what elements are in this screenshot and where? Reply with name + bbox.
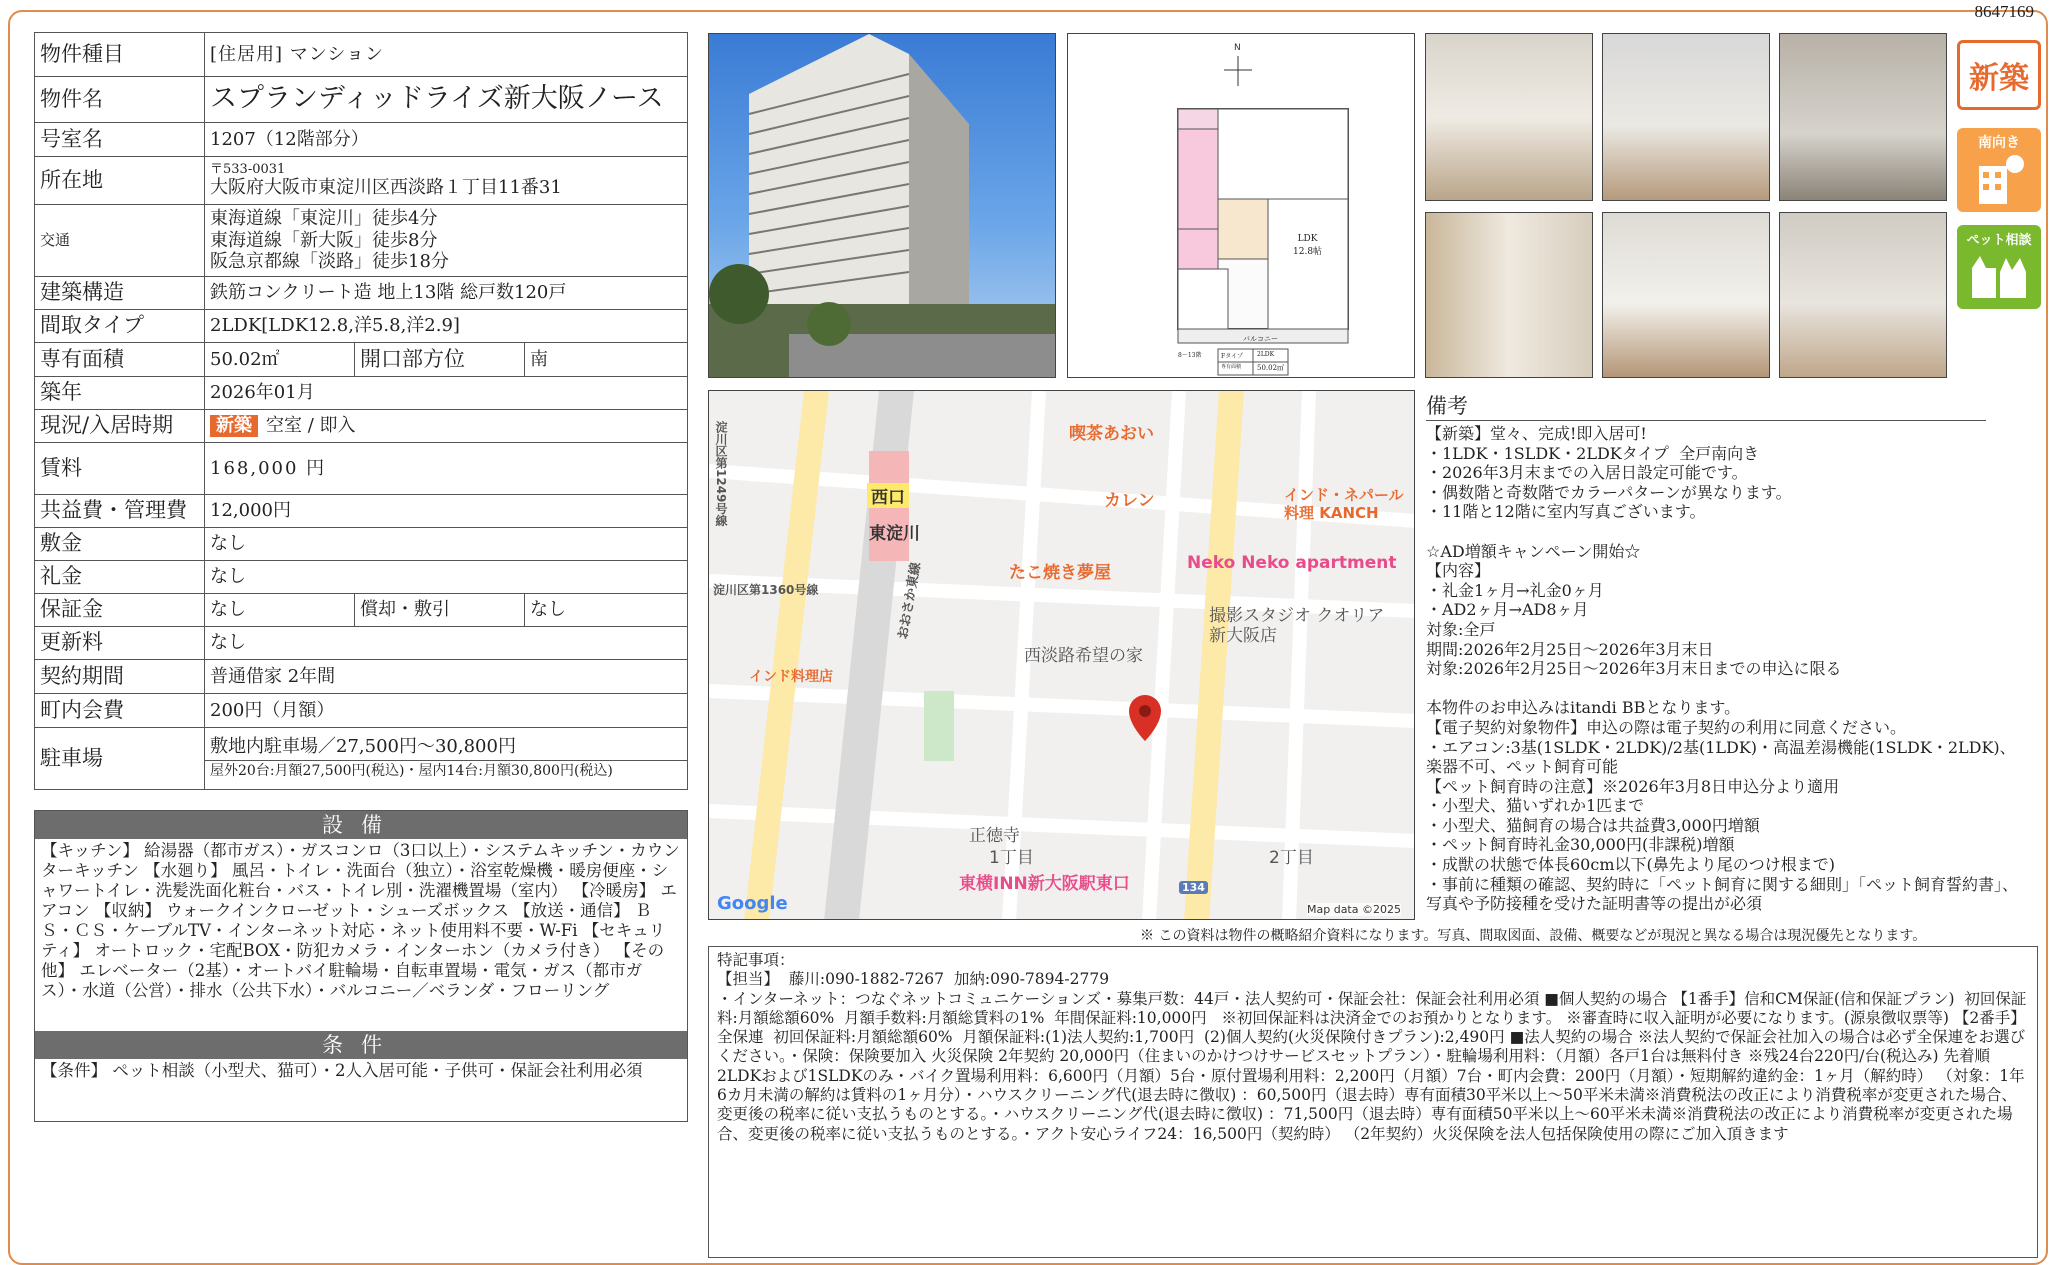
postal-code: 〒533-0031: [210, 161, 286, 177]
facilities-text: 【キッチン】 給湯器（都市ガス）・ガスコンロ（3口以上）・システムキッチン・カウンターキッチン 【水廻り】 風呂・トイレ・洗面台（独立）・浴室乾燥機・暖房便座・シャワートイレ・洗髪洗面化粧台・バス・トイレ別・洗濯機置場（室内） 【冷暖房】 エアコン 【収納】 ウォークインクローゼット・シューズボックス 【放送・通信】 ＢＳ・ＣＳ・ケーブルTV・インターネット対応・ネット使用料不要・W-Fi 【セキュリティ】 オートロック・宅配BOX・防犯カメラ・インターホン（カメラ付き） 【その他】 エレベーター（2基）・オートバイ駐輪場・自転車置場・電気・ガス（都市ガス）・水道（公営）・排水（公共下水）・バルコニー／ベランダ・フローリング: [41, 841, 680, 1000]
floorplan-type-label: Fタイプ: [1221, 353, 1243, 360]
map-label: 東横INN新大阪駅東口: [959, 874, 1130, 894]
remarks-text: 【新築】堂々、完成!即入居可! ・1LDK・1SLDK・2LDKタイプ 全戸南向き ・2026年3月末までの入居日設定可能です。 ・偶数階と奇数階でカラーパターンが異なります。 ・11階と12階に室内写真ございます。 ☆AD増額キャンペーン開始☆ 【内容】 ・礼金1ヶ月→礼金0ヶ月 ・AD2ヶ月→AD8ヶ月 対象:全戸 期間:2026年2月25日〜2026年3月末日 対象:2026年2月25日〜2026年3月末日までの申込に限る 本物件のお申込みはitandi BBとなります。 【電子契約対象物件】申込の際は電子契約の利用に同意ください。 ・エアコン:3基(1SLDK・2LDK)/2基(1LDK)・高温差湯機能(1SLDK・2LDK)、楽器不可、ペット飼育可能 【ペット飼育時の注意】※2026年3月8日申込分より適用 ・小型犬、猫いずれか1匹まで ・小型犬、猫飼育の場合は共益費3,000円増額 ・ペット飼育時礼金30,000円(非課税)増額 ・成獣の状態で体長60cm以下(鼻先より尾のつけ根まで) ・事前に種類の確認、契約時に「ペット飼育に関する細則」「ペット飼育誓約書」、写真や予防接種を受けた証明書等の提出が必須: [1426, 424, 2019, 914]
transport-line: 東海道線「新大阪」徒歩8分: [210, 229, 438, 251]
type-value: [住居用] マンション: [205, 33, 688, 77]
renewal-value: なし: [205, 627, 688, 660]
map-label: たこ焼き夢屋: [1009, 563, 1111, 583]
location-map[interactable]: [708, 390, 1415, 920]
address-label: 所在地: [35, 157, 205, 205]
town-fee-value: 200円（月額）: [205, 694, 688, 728]
pet-negotiable-label: ペット相談: [1966, 233, 2032, 248]
conditions-header: 条件: [35, 1031, 687, 1059]
transport-line: 東海道線「東淀川」徒歩4分: [210, 207, 438, 229]
spec-table: [34, 32, 688, 790]
map-label: インド・ネパール料理 KANCH: [1284, 486, 1404, 522]
contract-label: 契約期間: [35, 660, 205, 694]
south-facing-label: 南向き: [1978, 135, 2020, 151]
map-label: 東淀川: [869, 524, 920, 544]
floorplan-floor: 8〜13階: [1178, 352, 1202, 359]
rent-value: 168,000 円: [205, 443, 688, 495]
deposit-value: なし: [205, 528, 688, 561]
room-label: 号室名: [35, 123, 205, 157]
map-label: Google: [717, 893, 788, 914]
floor-plan-drawing: [1068, 34, 1415, 378]
new-build-badge: 新築: [210, 415, 258, 437]
building-illustration: [709, 34, 1056, 378]
contract-value: 普通借家 2年間: [205, 660, 688, 694]
status-value: 空室 / 即入: [266, 415, 356, 437]
south-facing-badge: [1957, 128, 2041, 212]
area-value: 50.02㎡: [205, 343, 355, 377]
property-id: 8647169: [1974, 2, 2034, 21]
building-sun-icon: [1969, 152, 2029, 204]
parking-label: 駐車場: [35, 728, 205, 790]
map-label: 淀川区第1249号線: [714, 421, 728, 527]
floorplan-ldk: LDK 12.8帖: [1293, 234, 1323, 257]
guarantee-value: なし: [205, 594, 355, 627]
map-label: 正徳寺: [969, 826, 1020, 846]
floorplan-area-value: 50.02㎡: [1257, 364, 1285, 372]
floor-plan: [1067, 33, 1415, 378]
key-money-label: 礼金: [35, 561, 205, 594]
interior-photo-bathroom: [1779, 33, 1947, 201]
transport-label: 交通: [35, 205, 205, 277]
map-label: 2丁目: [1269, 848, 1314, 868]
map-label: Map data ©2025: [1307, 903, 1401, 916]
map-label: Neko Neko apartment: [1187, 553, 1397, 573]
area-label: 専有面積: [35, 343, 205, 377]
built-label: 築年: [35, 377, 205, 410]
property-name: スプランディッドライズ新大阪ノース: [205, 77, 688, 123]
layout-label: 間取タイプ: [35, 310, 205, 343]
type-label: 物件種目: [35, 33, 205, 77]
room-value: 1207（12階部分）: [205, 123, 688, 157]
floorplan-balcony: バルコニー: [1243, 335, 1278, 343]
floorplan-area-label: 専有面積: [1221, 364, 1242, 370]
map-route-shield: 134: [1179, 881, 1208, 894]
rent-label: 賃料: [35, 443, 205, 495]
facilities-conditions-box: [34, 810, 688, 1122]
map-label: インド料理店: [749, 669, 833, 685]
parking-value: 敷地内駐車場／27,500円〜30,800円: [205, 734, 687, 761]
map-label: おおさか東線: [895, 561, 925, 641]
interior-photo-kitchen: [1602, 33, 1770, 201]
layout-value: 2LDK[LDK12.8,洋5.8,洋2.9]: [205, 310, 688, 343]
key-money-value: なし: [205, 561, 688, 594]
map-label: 淀川区第1360号線: [713, 583, 819, 597]
map-label: カレン: [1104, 491, 1155, 511]
map-label: 西口: [867, 483, 909, 508]
disclaimer: ※ この資料は物件の概略紹介資料になります。写真、間取図面、設備、概要などが現況と異なる場合は現況優先となります。: [1140, 928, 1927, 944]
map-label: 撮影スタジオ クオリア 新大阪店: [1209, 606, 1385, 646]
address-value: 大阪府大阪市東淀川区西淡路１丁目11番31: [210, 177, 562, 199]
name-label: 物件名: [35, 77, 205, 123]
guarantee-label: 保証金: [35, 594, 205, 627]
map-label: 喫茶あおい: [1069, 424, 1154, 444]
town-fee-label: 町内会費: [35, 694, 205, 728]
svg-text:N: N: [1234, 43, 1241, 53]
map-label: 西淡路希望の家: [1024, 646, 1143, 666]
remarks-title: 備考: [1426, 390, 1986, 421]
parking-note: 屋外20台:月額27,500円(税込)・屋内14台:月額30,800円(税込): [210, 763, 613, 780]
structure-label: 建築構造: [35, 277, 205, 310]
interior-photo-living: [1425, 33, 1593, 201]
status-label: 現況/入居時期: [35, 410, 205, 443]
map-label: 1丁目: [989, 848, 1034, 868]
building-photo: [708, 33, 1056, 378]
amortization-label: 償却・敷引: [355, 594, 525, 627]
pet-negotiable-badge: [1957, 225, 2041, 309]
direction-label: 開口部方位: [355, 343, 525, 377]
fee-value: 12,000円: [205, 495, 688, 528]
amortization-value: なし: [525, 594, 688, 627]
renewal-label: 更新料: [35, 627, 205, 660]
built-value: 2026年01月: [205, 377, 688, 410]
dog-cat-icon: [1966, 248, 2032, 300]
direction-value: 南: [525, 343, 688, 377]
fee-label: 共益費・管理費: [35, 495, 205, 528]
floorplan-type-value: 2LDK: [1257, 351, 1275, 358]
deposit-label: 敷金: [35, 528, 205, 561]
conditions-text: 【条件】 ペット相談（小型犬、猫可）・2人入居可能・子供可・保証会社利用必須: [41, 1061, 643, 1080]
special-notes: 特記事項： 【担当】 藤川:090-1882-7267 加納:090-7894-2779 ・インターネット：つなぐネットコミュニケーションズ・募集戸数：44戸・法人契約可・保証会社：保証会社利用必須 ■個人契約の場合 【1番手】信和CM保証(信和保証プラン) 初回保証料:月額総額60% 月額手数料:月額総賃料の1% 年間保証料:10,000円 ※初回保証料は決済金でのお預かりとなります。 ※審査時に収入証明が必要になります。(源泉徴収票等) 【2番手】全保連 初回保証料:月額総額60% 月額保証料:(1)法人契約:1,700円 (2)個人契約(火災保険付きプラン):2,490円 ■法人契約の場合 ※法人契約で保証会社加入の場合は必ず全保連をお選びください。・保険：保険要加入 火災保険 2年契約 20,000円（住まいのかけつけサービスセットプラン）・駐輪場利用料：（月額）各戸1台は無料付き ※残24台220円/台(税込み) 先着順2LDKおよび1SLDKのみ・バイク置場利用料：6,600円（月額）5台・原付置場利用料：2,200円（月額）7台・町内会費：200円（月額）・短期解約違約金：1ヶ月（解約時） （対象：1年6カ月未満の解約は賃料の1ヶ月分）・ハウスクリーニング代(退去時に徴収) ：60,500円（退去時）専有面積30平米以上〜50平米未満※消費税法の改正により消費税率が変更された場合、変更後の税率に従い支払うものとする。・ハウスクリーニング代(退去時に徴収) ：71,500円（退去時）専有面積50平米以上〜60平米未満※消費税法の改正により消費税率が変更された場合、変更後の税率に従い支払うものとする。・アクト安心ライフ24：16,500円（契約時） （2年契約）火災保険を法人包括保険使用の際にご加入頂きます: [708, 946, 2038, 1258]
transport-line: 阪急京都線「淡路」徒歩18分: [210, 251, 449, 273]
interior-photo-bedroom: [1425, 212, 1593, 378]
facilities-header: 設備: [35, 811, 687, 839]
interior-photo-hallway: [1602, 212, 1770, 378]
interior-photo-room: [1779, 212, 1947, 378]
new-build-stamp: 新築: [1957, 40, 2041, 110]
structure-value: 鉄筋コンクリート造 地上13階 総戸数120戸: [205, 277, 688, 310]
